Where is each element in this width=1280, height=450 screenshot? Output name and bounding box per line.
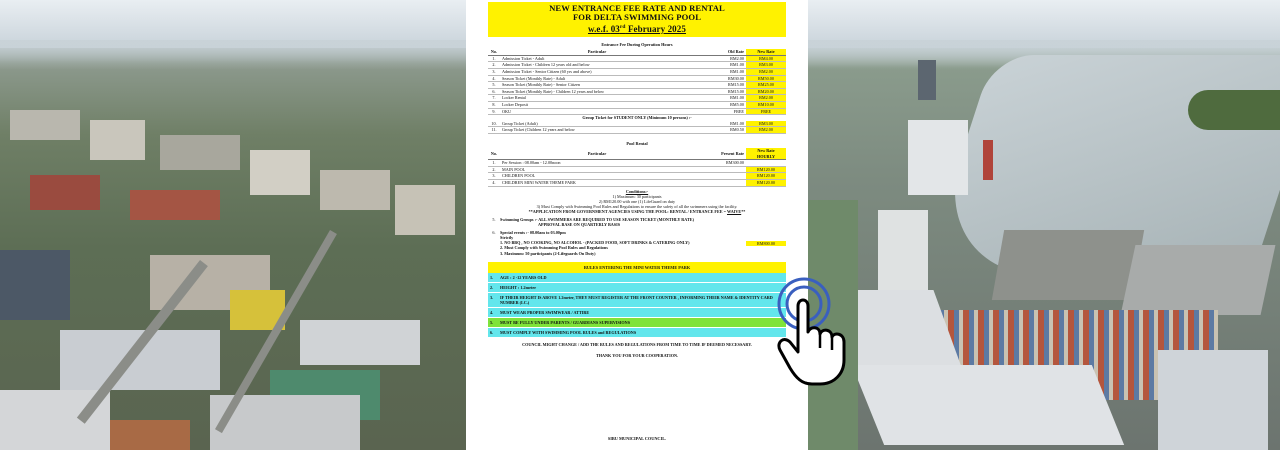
cell-new: RM2.00: [746, 95, 786, 102]
cell-old: RM1.00: [694, 95, 746, 102]
table-row: [488, 166, 786, 173]
conditions-block: Conditions:- 1) Maximum: 30 participants 2) RM120.00 with one (1) LifeGuard on duty 3) Must Comply with Swimming Pool Rules and Regulations to ensure the safety of all the swimmers using the facility. **APPLICATION FROM GOVERNMENT AGENCIES USING THE POOL: RENTAL / ENTRANCE FEE = WAIVE**: [488, 189, 786, 214]
cell-particular: Season Ticket (Monthly Rate) - Children 12 years and below: [500, 88, 694, 95]
table-row: [488, 62, 786, 69]
cell-old: FREE: [694, 108, 746, 115]
table-row: [488, 108, 786, 115]
group-ticket-heading: Group Ticket for STUDENT ONLY (Minimum 10 persons) :-: [582, 115, 692, 121]
council-note: COUNCIL MIGHT CHANGE / ADD THE RULES AND REGULATIONS FROM TIME TO TIME IF DEEMED NECESSARY.: [522, 341, 752, 347]
cell-particular: Group Ticket (Adult): [500, 121, 694, 127]
rule-item: 4. MUST WEAR PROPER SWIMWEAR / ATTIRE: [488, 308, 786, 318]
cell-no: 8.: [488, 101, 500, 108]
rule-item: 1. AGE : 2 -12 YEARS OLD: [488, 273, 786, 283]
effective-date: w.e.f. 03rd February 2025: [587, 23, 686, 34]
cell-particular: MAIN POOL: [500, 166, 694, 173]
table-row: [488, 95, 786, 102]
cell-new: RM20.00: [746, 88, 786, 95]
thank-you-note: THANK YOU FOR YOUR COOPERATION.: [595, 352, 679, 358]
council-signature: SIBU MUNICIPAL COUNCIL.: [607, 436, 667, 441]
cell-new: RM3.00: [746, 62, 786, 69]
cell-no: 4.: [488, 75, 500, 82]
cell-old: RM2.00: [694, 55, 746, 62]
cell-new: RM2.00: [746, 127, 786, 134]
cell-old: RM0.50: [694, 127, 746, 134]
table-row: [488, 127, 786, 134]
government-waiver-note: **APPLICATION FROM GOVERNMENT AGENCIES USING THE POOL: RENTAL / ENTRANCE FEE = WAIVE**: [528, 208, 746, 214]
table-row: [488, 160, 786, 167]
cell-particular: Admission Ticket - Adult: [500, 55, 694, 62]
cell-no: 10.: [488, 121, 500, 127]
table-row: [488, 101, 786, 108]
title-line-2: FOR DELTA SWIMMING POOL: [572, 12, 702, 23]
cell-new: RM25.00: [746, 82, 786, 89]
cell-particular: Per Session : 08.00am - 12.00noon: [500, 160, 694, 167]
cell-new: RM4.00: [746, 55, 786, 62]
cell-particular: Locker Deposit: [500, 101, 694, 108]
title-line-1: NEW ENTRANCE FEE RATE AND RENTAL: [549, 3, 725, 13]
cell-old: RM1.00: [694, 121, 746, 127]
cell-new: RM50.00: [746, 75, 786, 82]
cell-no: 3.: [488, 69, 500, 76]
table-row: [488, 69, 786, 76]
pool-rental-heading: Pool Rental: [626, 140, 648, 146]
cell-new: [746, 160, 786, 167]
cell-new: RM120.00: [746, 179, 786, 186]
rule-item: 5. MUST BE FULLY UNDER PARENTS / GUARDIANS SUPERVISIONS: [488, 318, 786, 328]
cell-particular: Group Ticket (Children 12 years and below: [500, 127, 694, 134]
cell-no: 3.: [488, 173, 500, 180]
cell-new: RM3.00: [746, 121, 786, 127]
cell-no: 9.: [488, 108, 500, 115]
aerial-photo-left: [0, 0, 466, 450]
cell-particular: Season Ticket (Monthly Rate) - Adult: [500, 75, 694, 82]
rule-item: 2. HEIGHT : 1.2meter: [488, 283, 786, 293]
cell-old: RM1.00: [694, 69, 746, 76]
special-events-item: 6. Special events :- 08.00am to 03.00pm Strictly 1. NO BBQ , NO COOKING, NO ALCOHOL - (PACKED FOOD, SOFT DRINKS & CATERING ONLY) 2. Must Comply with Swimming Pool Rules and Regulations 3. Maximum: 50 participants (2-Lifeguards On Duty) RM800.00: [488, 230, 786, 255]
cell-old: [694, 179, 746, 186]
cell-no: 2.: [488, 166, 500, 173]
rules-heading: RULES ENTERING THE MINI WATER THEME PARK: [488, 262, 786, 273]
table-row: [488, 55, 786, 62]
fee-notice-document: [466, 0, 808, 450]
cell-old: [694, 173, 746, 180]
cell-no: 6.: [488, 88, 500, 95]
cell-new: RM120.00: [746, 173, 786, 180]
swimming-groups-item: 5. Swimming Groups :- ALL SWIMMERS ARE REQUIRED TO USE SEASON TICKET (MONTHLY RATE) APPROVAL BASE ON QUARTERLY BASIS: [492, 216, 694, 228]
table-row: [488, 179, 786, 186]
cell-particular: CHILDREN MINI WATER THEME PARK: [500, 179, 694, 186]
tap-hand-icon: [776, 276, 852, 388]
table-row: [488, 173, 786, 180]
table-row: [488, 88, 786, 95]
cell-old: [694, 166, 746, 173]
rule-item: 3. IF THEIR HEIGHT IS ABOVE 1.2meter, THEY MUST REGISTER AT THE FRONT COUNTER , INFORMING THEIR NAME & IDENTITY CARD NUMBER (I.C.): [488, 293, 786, 308]
rule-item: 6. MUST COMPLY WITH SWIMMING POOL RULES and REGULATIONS: [488, 328, 786, 338]
cell-no: 1.: [488, 55, 500, 62]
entrance-fee-table: No. Particular Old Rate New Rate 1. Admission Ticket - Adult RM2.00 RM4.00 2. Admission Ticket - Children 12 years old and below RM1.00 RM3.00 3. Admission Ticket - Senior Citizen (60 yrs and above) RM1.00 RM2.00 4. Season Ticket (Monthly Rate) - Adult RM30.00 RM50.00 5. Season Ticket (Monthly Rate) - Senior Citizen RM15.00 RM25.00 6. Season Ticket (Monthly Rate) - Children 12 years and below RM15.00 RM20.00 7. Locker Rental RM1.00 RM2.00 8. Locker Deposit RM5.00 RM10.00 9. OKU FREE FREE Group Ticket for STUDENT ONLY (Minimum 10 persons) :- 10. Group Ticket (Adult) RM1.00 RM3.00 11. Group Ticket (Children 12 years and below RM0.50 RM2.00: [488, 49, 786, 134]
table-row: [488, 82, 786, 89]
cell-old: RM30.00: [694, 75, 746, 82]
cell-particular: Admission Ticket - Children 12 years old and below: [500, 62, 694, 69]
cell-new: RM10.00: [746, 101, 786, 108]
pool-rental-table: No. Particular Present Rate New Rate HOURLY 1. Per Session : 08.00am - 12.00noon RM300.00 2. MAIN POOL RM120.00 3. CHILDREN POOL RM120.00 4. CHILDREN MINI WATER THEME PARK RM120.00: [488, 148, 786, 187]
rules-list: [488, 273, 786, 338]
cell-new: RM120.00: [746, 166, 786, 173]
cell-new: FREE: [746, 108, 786, 115]
cell-particular: OKU: [500, 108, 694, 115]
cell-no: 11.: [488, 127, 500, 134]
cell-particular: Locker Rental: [500, 95, 694, 102]
cell-no: 5.: [488, 82, 500, 89]
cell-new: RM2.00: [746, 69, 786, 76]
aerial-photo-right: [808, 0, 1280, 450]
cell-no: 7.: [488, 95, 500, 102]
cell-no: 4.: [488, 179, 500, 186]
cell-old: RM15.00: [694, 82, 746, 89]
cell-old: RM1.00: [694, 62, 746, 69]
cell-particular: Admission Ticket - Senior Citizen (60 yrs and above): [500, 69, 694, 76]
table-row: [488, 75, 786, 82]
entrance-fee-heading: Entrance Fee During Operation Hours: [601, 42, 673, 48]
cell-particular: Season Ticket (Monthly Rate) - Senior Citizen: [500, 82, 694, 89]
special-events-rate: RM800.00: [746, 241, 786, 246]
cell-old: RM300.00: [694, 160, 746, 167]
cell-no: 1.: [488, 160, 500, 167]
cell-old: RM5.00: [694, 101, 746, 108]
cell-old: RM15.00: [694, 88, 746, 95]
cell-no: 2.: [488, 62, 500, 69]
cell-particular: CHILDREN POOL: [500, 173, 694, 180]
notice-title-banner: [488, 2, 786, 37]
